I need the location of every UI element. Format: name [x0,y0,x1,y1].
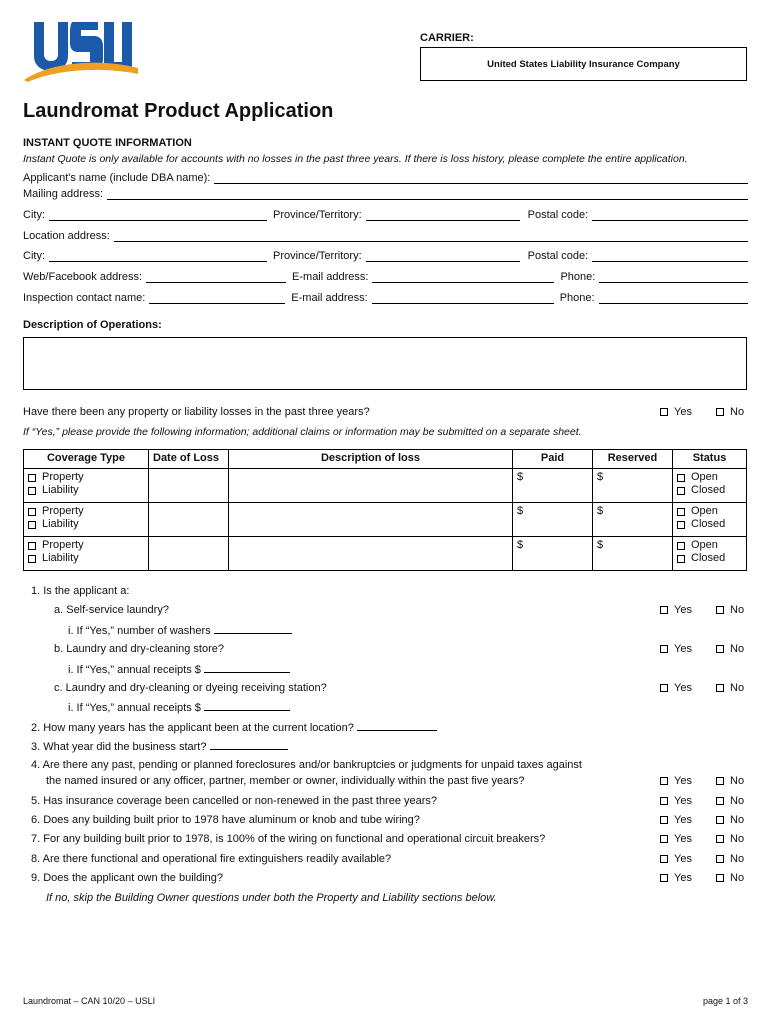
q6-yes-no [660,814,744,826]
yes-option[interactable]: Yes [660,833,716,845]
reserved-cell[interactable]: $ [593,469,673,503]
description-label: Description of Operations: [23,319,162,331]
location-city-input[interactable] [49,251,267,262]
checkbox-icon [716,835,724,843]
paid-cell[interactable]: $ [513,537,593,571]
checkbox-icon [660,684,668,692]
location-address-label: Location address: [23,230,110,242]
yes-option[interactable]: Yes [660,795,716,807]
description-cell[interactable] [229,537,513,571]
applicant-name-row [23,172,748,184]
closed-option[interactable]: Closed [677,484,742,497]
checkbox-icon [660,408,668,416]
checkbox-icon [716,797,724,805]
open-option[interactable]: Open [677,471,742,484]
question-2: 2. How many years has the applicant been at the current location? [31,721,437,734]
location-city-row [23,250,748,262]
email-label: E-mail address: [291,292,368,304]
q1a-yes-no [660,604,744,616]
washers-input[interactable] [214,624,292,634]
loss-note: If “Yes,” please provide the following information; additional claims or information may be submitted on a separate sheet. [23,426,582,438]
table-row [24,469,747,503]
liability-option[interactable]: Liability [28,552,144,565]
coverage-cell [24,469,149,503]
question-5: 5. Has insurance coverage been cancelled or non-renewed in the past three years? [31,795,438,807]
col-coverage: Coverage Type [24,450,149,469]
question-1: 1. Is the applicant a: [31,585,130,597]
yes-option[interactable]: Yes [660,853,716,865]
checkbox-icon [677,521,685,529]
closed-option[interactable]: Closed [677,552,742,565]
no-option[interactable]: No [716,872,744,884]
col-description: Description of loss [229,450,513,469]
footer-page-number: page 1 of 3 [702,996,748,1006]
yes-option[interactable]: Yes [660,775,716,787]
checkbox-icon [716,874,724,882]
footer-form-id: Laundromat – CAN 10/20 – USLI [23,996,156,1006]
question-6: 6. Does any building built prior to 1978 have aluminum or knob and tube wiring? [31,814,420,826]
question-1a-i: i. If “Yes,” number of washers [68,624,292,637]
question-1c-i: i. If “Yes,” annual receipts $ [68,701,290,714]
mailing-city-input[interactable] [49,210,267,221]
inspection-email-input[interactable] [372,293,554,304]
checkbox-icon [716,816,724,824]
liability-option[interactable]: Liability [28,518,144,531]
checkbox-icon [716,855,724,863]
question-9: 9. Does the applicant own the building? [31,872,224,884]
loss-table-header [24,450,747,469]
phone-label: Phone: [559,292,595,304]
mailing-postal-input[interactable] [592,210,748,221]
email-label: E-mail address: [292,271,369,283]
no-option[interactable]: No [716,814,744,826]
liability-option[interactable]: Liability [28,484,144,497]
page-title: Laundromat Product Application [23,100,334,122]
no-option[interactable]: No [716,795,744,807]
phone-label: Phone: [560,271,596,283]
checkbox-icon [677,474,685,482]
location-province-input[interactable] [366,251,520,262]
loss-question: Have there been any property or liability losses in the past three years? [23,406,370,418]
checkbox-icon [677,555,685,563]
description-input[interactable] [23,337,747,390]
city-label: City: [23,250,45,262]
mailing-city-row [23,209,748,221]
property-option[interactable]: Property [28,539,144,552]
no-option[interactable]: No [716,604,744,616]
q7-yes-no [660,833,744,845]
checkbox-icon [28,508,36,516]
date-cell[interactable] [149,469,229,503]
mailing-province-input[interactable] [366,210,520,221]
carrier-label: CARRIER: [420,32,474,44]
status-cell [673,469,747,503]
receipts-1b-input[interactable] [204,663,290,673]
loss-yes-option[interactable]: Yes [660,406,716,418]
question-7: 7. For any building built prior to 1978, is 100% of the wiring on functional and operational circuit breakers? [31,833,546,845]
applicant-name-input[interactable] [214,173,748,184]
q4-yes-no [660,775,744,787]
checkbox-icon [716,606,724,614]
postal-label: Postal code: [527,250,589,262]
phone-input[interactable] [599,272,748,283]
question-1a: a. Self-service laundry? [54,604,169,616]
checkbox-icon [28,487,36,495]
q1b-yes-no [660,643,744,655]
receipts-1c-input[interactable] [204,701,290,711]
yes-option[interactable]: Yes [660,604,716,616]
status-cell [673,503,747,537]
location-address-row [23,230,748,242]
checkbox-icon [660,855,668,863]
checkbox-icon [716,645,724,653]
date-cell[interactable] [149,537,229,571]
years-input[interactable] [357,721,437,731]
reserved-cell[interactable]: $ [593,503,673,537]
checkbox-icon [716,684,724,692]
loss-yes-no [660,406,744,418]
loss-table [23,449,747,571]
city-label: City: [23,209,45,221]
checkbox-icon [716,408,724,416]
q8-yes-no [660,853,744,865]
inspection-phone-input[interactable] [599,293,748,304]
open-option[interactable]: Open [677,539,742,552]
q1c-yes-no [660,682,744,694]
inspection-input[interactable] [149,293,285,304]
email-input[interactable] [372,272,554,283]
date-cell[interactable] [149,503,229,537]
applicant-name-label: Applicant's name (include DBA name): [23,172,211,184]
yes-option[interactable]: Yes [660,643,716,655]
checkbox-icon [660,645,668,653]
yes-option[interactable]: Yes [660,872,716,884]
no-option[interactable]: No [716,643,744,655]
question-1b: b. Laundry and dry-cleaning store? [54,643,224,655]
no-option[interactable]: No [716,775,744,787]
web-row [23,271,748,283]
description-cell[interactable] [229,469,513,503]
property-option[interactable]: Property [28,471,144,484]
question-1b-i: i. If “Yes,” annual receipts $ [68,663,290,676]
loss-no-option[interactable]: No [716,406,744,418]
web-label: Web/Facebook address: [23,271,143,283]
province-label: Province/Territory: [273,209,362,221]
paid-cell[interactable]: $ [513,503,593,537]
checkbox-icon [28,521,36,529]
question-8: 8. Are there functional and operational fire extinguishers readily available? [31,853,392,865]
q5-yes-no [660,795,744,807]
checkbox-icon [28,474,36,482]
year-started-input[interactable] [210,740,288,750]
status-cell [673,537,747,571]
province-label: Province/Territory: [273,250,362,262]
instant-quote-heading: INSTANT QUOTE INFORMATION [23,137,192,149]
carrier-value: United States Liability Insurance Company [487,58,680,70]
question-3: 3. What year did the business start? [31,740,288,753]
q9-yes-no [660,872,744,884]
checkbox-icon [677,542,685,550]
question-9-note: If no, skip the Building Owner questions under both the Property and Liability sections below. [46,892,497,904]
inspection-label: Inspection contact name: [23,292,146,304]
no-option[interactable]: No [716,682,744,694]
checkbox-icon [660,797,668,805]
checkbox-icon [660,835,668,843]
closed-option[interactable]: Closed [677,518,742,531]
checkbox-icon [660,816,668,824]
checkbox-icon [660,606,668,614]
table-row [24,503,747,537]
checkbox-icon [677,487,685,495]
yes-option[interactable]: Yes [660,682,716,694]
checkbox-icon [660,874,668,882]
carrier-field[interactable] [420,47,747,81]
web-input[interactable] [146,272,286,283]
col-date: Date of Loss [149,450,229,469]
property-option[interactable]: Property [28,505,144,518]
mailing-address-input[interactable] [107,189,748,200]
location-address-input[interactable] [114,231,748,242]
mailing-address-row [23,188,748,200]
open-option[interactable]: Open [677,505,742,518]
description-cell[interactable] [229,503,513,537]
checkbox-icon [28,555,36,563]
usli-logo [20,18,142,82]
question-4-cont: the named insured or any officer, partner, member or owner, individually within the past five years? [46,775,525,787]
reserved-cell[interactable]: $ [593,537,673,571]
question-4: 4. Are there any past, pending or planned foreclosures and/or bankruptcies or judgments for unpaid taxes against [31,759,582,771]
checkbox-icon [28,542,36,550]
mailing-address-label: Mailing address: [23,188,104,200]
no-option[interactable]: No [716,833,744,845]
inspection-row [23,292,748,304]
table-row [24,537,747,571]
question-1c: c. Laundry and dry-cleaning or dyeing receiving station? [54,682,327,694]
paid-cell[interactable]: $ [513,469,593,503]
col-reserved: Reserved [593,450,673,469]
coverage-cell [24,537,149,571]
coverage-cell [24,503,149,537]
col-paid: Paid [513,450,593,469]
checkbox-icon [677,508,685,516]
checkbox-icon [716,777,724,785]
instant-quote-note: Instant Quote is only available for accounts with no losses in the past three years. If there is loss history, please complete the entire application. [23,153,688,165]
col-status: Status [673,450,747,469]
checkbox-icon [660,777,668,785]
no-option[interactable]: No [716,853,744,865]
location-postal-input[interactable] [592,251,748,262]
postal-label: Postal code: [527,209,589,221]
yes-option[interactable]: Yes [660,814,716,826]
